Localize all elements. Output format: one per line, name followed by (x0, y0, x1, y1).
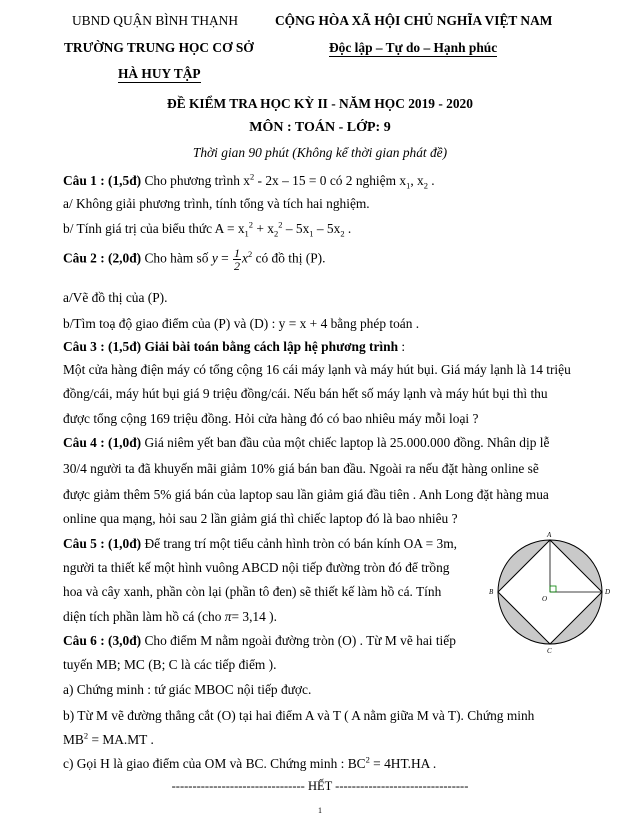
q3-line1: Một cửa hàng điện máy có tổng cộng 16 cái máy lạnh và máy hút bụi. Giá máy lạnh là 14 triệu (63, 362, 571, 377)
q3-line2: đồng/cái, máy hút bụi giá 9 triệu đồng/cái. Nếu bán hết số máy lạnh và máy hút bụi thì thu (63, 386, 548, 401)
q5-label-c: C (547, 647, 552, 655)
q5-line4: diện tích phần làm hồ cá (cho π= 3,14 ). (63, 609, 277, 624)
q2-stem: Câu 2 : (2,0đ) Cho hàm số y = $\frac{1}{2}$ $x^2$ có đồ thị (P). (63, 246, 326, 273)
q5-label-a: A (547, 531, 552, 539)
exam-time: Thời gian 90 phút (Không kể thời gian phát đề) (192, 145, 448, 160)
q5-label-b: B (489, 588, 494, 596)
header-right-line2: Độc lập – Tự do – Hạnh phúc (329, 40, 498, 55)
q5-line1: Câu 5 : (1,0đ) Để trang trí một tiểu cảnh hình tròn có bán kính OA = 3m, (63, 536, 457, 551)
header-right-line1: CỘNG HÒA XÃ HỘI CHỦ NGHĨA VIỆT NAM (275, 13, 553, 28)
q6-part-c: c) Gọi H là giao điểm của OM và BC. Chứng minh : $BC^2 = 4HT.HA$ . (63, 754, 437, 771)
q5-line2: người ta thiết kế một hình vuông ABCD nội tiếp đường tròn đó để trồng (63, 560, 450, 575)
q2-fraction: $\frac{1}{2}$ (234, 246, 241, 273)
q4-line1: Câu 4 : (1,0đ) Giá niêm yết ban đầu của một chiếc laptop là 25.000.000 đồng. Nhân dịp lễ (63, 435, 550, 450)
header-left-line1: UBND QUẬN BÌNH THẠNH (72, 13, 239, 28)
q5-label: Câu 5 : (1,0đ) (63, 536, 142, 551)
q1-label: Câu 1 : (1,5đ) (63, 173, 142, 188)
q4-label: Câu 4 : (1,0đ) (63, 435, 142, 450)
exam-subject: MÔN : TOÁN - LỚP: 9 (249, 120, 391, 135)
header-left-line3: HÀ HUY TẬP (118, 66, 201, 81)
q5-line3: hoa và cây xanh, phần còn lại (phần tô đen) sẽ thiết kế làm hồ cá. Tính (63, 584, 442, 599)
q6-line2: tuyến MB; MC (B; C là các tiếp điểm ). (63, 657, 277, 672)
q1-part-a: a/ Không giải phương trình, tính tổng và tích hai nghiệm. (63, 196, 370, 211)
q5-label-d: D (605, 588, 611, 596)
q6-line1: Câu 6 : (3,0đ) Cho điểm M nằm ngoài đường tròn (O) . Từ M vẽ hai tiếp (63, 633, 456, 648)
q2-part-a: a/Vẽ đồ thị của (P). (63, 290, 168, 305)
q2-label: Câu 2 : (2,0đ) (63, 250, 142, 266)
q4-line2: 30/4 người ta đã khuyến mãi giảm 10% giá bán ban đầu. Ngoài ra nếu đặt hàng online sẽ (63, 461, 539, 476)
q4-line4: online qua mạng, hỏi sau 2 lần giảm giá thì chiếc laptop đó là bao nhiêu ? (63, 511, 458, 526)
q6-label: Câu 6 : (3,0đ) (63, 633, 142, 648)
q6-part-a: a) Chứng minh : tứ giác MBOC nội tiếp được. (63, 682, 312, 697)
q3-line3: được tổng cộng 169 triệu đồng. Hỏi cửa hàng đó có bao nhiêu máy mỗi loại ? (63, 411, 479, 426)
q1-stem: Câu 1 : (1,5đ) Cho phương trình $x^2 - 2x - 15 = 0$ có 2 nghiệm $x_1$, $x_2$ . (63, 171, 435, 191)
page-number: 1 (318, 806, 322, 815)
header-left-line2: TRƯỜNG TRUNG HỌC CƠ SỞ (64, 40, 254, 55)
end-marker: -------------------------------- HẾT -------------------------------- (171, 779, 469, 793)
q4-line3: được giảm thêm 5% giá bán của laptop sau lần giảm giá đầu tiên . Anh Long đặt hàng mua (63, 487, 549, 502)
q6-part-b1: b) Từ M vẽ đường thẳng cắt (O) tại hai điểm A và T ( A nằm giữa M và T). Chứng minh (63, 708, 535, 723)
q2-part-b: b/Tìm toạ độ giao điểm của (P) và (D) : y = x + 4 bằng phép toán . (63, 316, 420, 331)
exam-title: ĐỀ KIỂM TRA HỌC KỲ II - NĂM HỌC 2019 - 2020 (167, 96, 473, 111)
q5-label-o: O (542, 595, 548, 603)
q5-figure (488, 526, 613, 656)
q1-part-b: b/ Tính giá trị của biểu thức $A = x_1^2 + x_2^2 - 5x_1 - 5x_2$ . (63, 219, 352, 239)
q3-heading: Câu 3 : (1,5đ) Giải bài toán bằng cách lập hệ phương trình : (63, 339, 406, 354)
q6-part-b2: $MB^2 = MA.MT$ . (63, 730, 154, 747)
